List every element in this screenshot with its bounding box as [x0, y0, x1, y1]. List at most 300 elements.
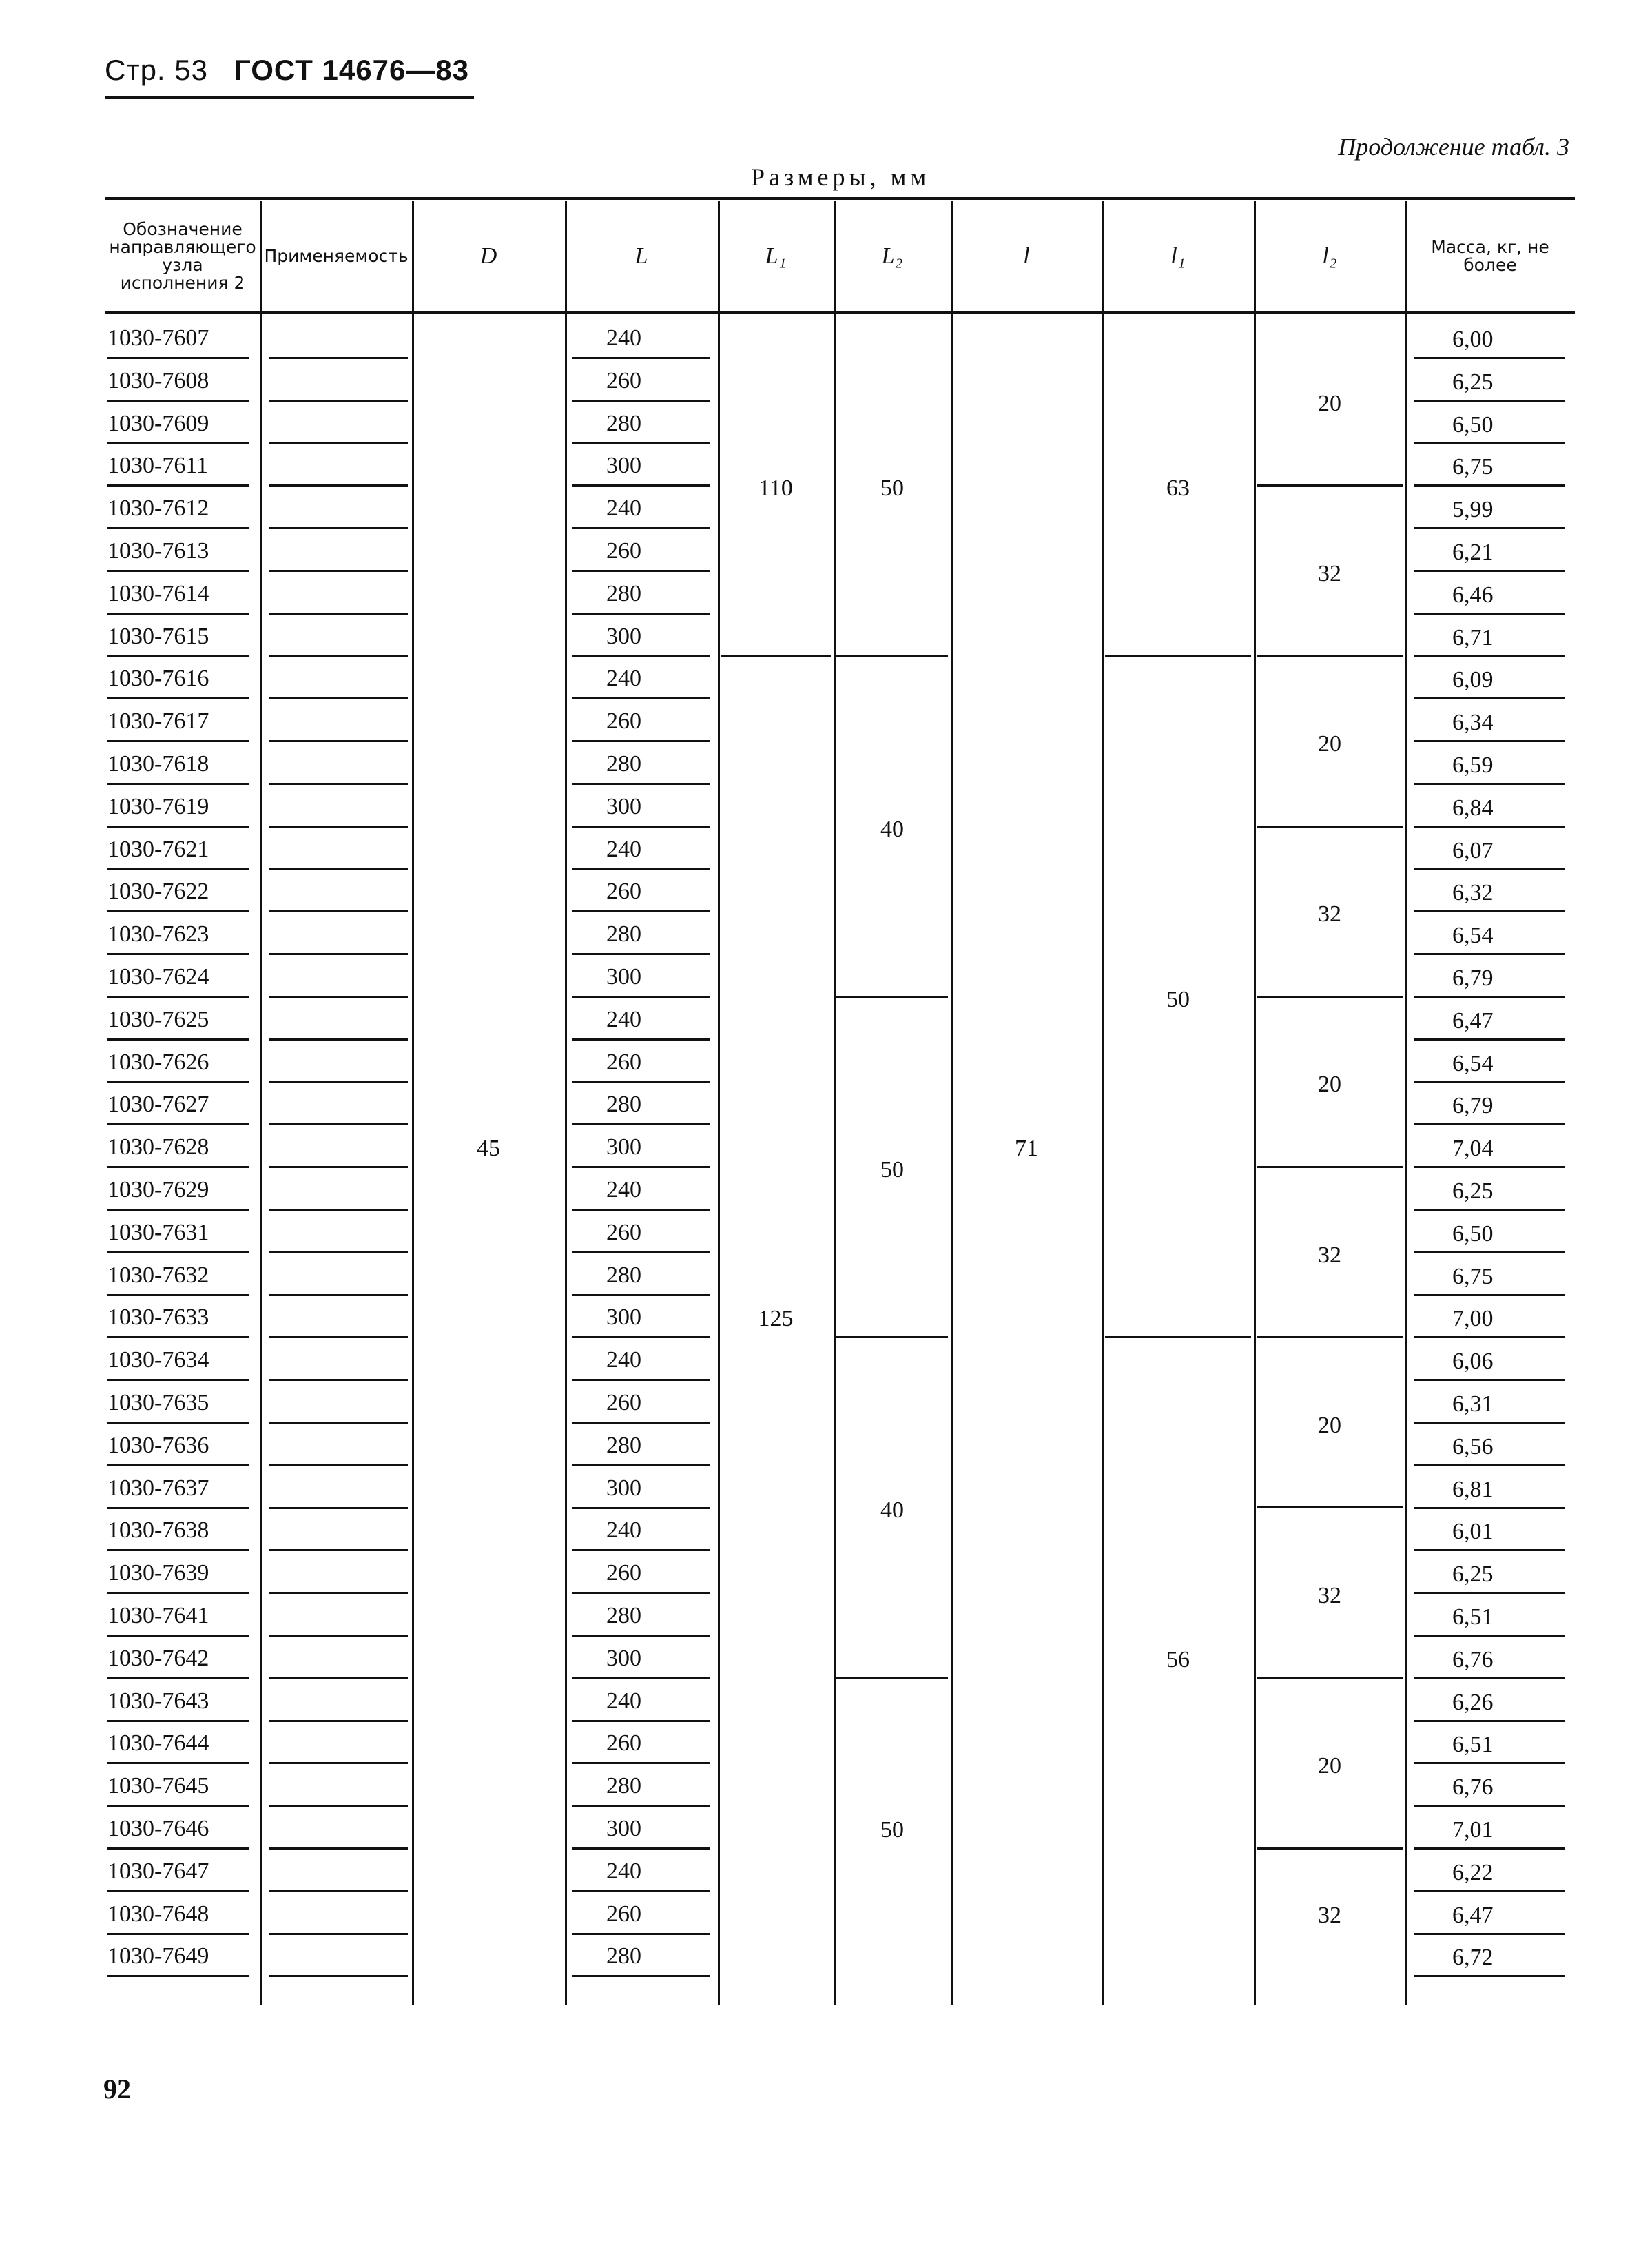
- length-cell: 280: [606, 1603, 641, 1628]
- designation-cell: 1030-7638: [107, 1517, 209, 1544]
- row-underline: [1414, 868, 1565, 870]
- standard-code: ГОСТ 14676—83: [234, 54, 470, 86]
- length-cell: 260: [606, 1049, 641, 1075]
- designation-cell: 1030-7637: [107, 1475, 209, 1501]
- row-underline: [269, 1549, 408, 1551]
- mass-cell: 6,25: [1452, 369, 1494, 395]
- row-underline: [572, 1720, 710, 1722]
- table-top-rule: [105, 197, 1575, 200]
- length-cell: 260: [606, 879, 641, 905]
- mass-cell: 6,21: [1452, 540, 1494, 565]
- row-underline: [572, 1123, 710, 1125]
- row-underline: [1414, 1379, 1565, 1381]
- row-underline: [107, 1123, 249, 1125]
- header-L2: L₂: [881, 243, 903, 269]
- mass-cell: 6,84: [1452, 795, 1494, 821]
- designation-cell: 1030-7648: [107, 1901, 209, 1927]
- row-underline: [1414, 1635, 1565, 1637]
- row-underline: [107, 1933, 249, 1935]
- row-underline: [107, 910, 249, 912]
- continuation-note: Продолжение табл. 3: [1338, 133, 1569, 161]
- header-l: l: [1023, 243, 1030, 269]
- row-underline: [572, 1464, 710, 1466]
- row-underline: [1414, 1975, 1565, 1977]
- L2-value: 40: [880, 1497, 904, 1524]
- length-cell: 260: [606, 1560, 641, 1586]
- row-underline: [572, 1379, 710, 1381]
- row-underline: [572, 1635, 710, 1637]
- mass-cell: 6,47: [1452, 1902, 1494, 1928]
- page-number: 92: [103, 2073, 131, 2104]
- row-underline: [269, 868, 408, 870]
- row-underline: [1414, 1592, 1565, 1594]
- mass-cell: 7,01: [1452, 1817, 1494, 1843]
- length-cell: 260: [606, 367, 641, 393]
- mass-cell: 7,04: [1452, 1136, 1494, 1162]
- mass-cell: 6,79: [1452, 1093, 1494, 1119]
- row-underline: [269, 1592, 408, 1594]
- row-underline: [107, 655, 249, 657]
- group-separator: [1257, 996, 1403, 998]
- row-underline: [107, 1038, 249, 1041]
- row-underline: [107, 1422, 249, 1424]
- row-underline: [572, 570, 710, 572]
- length-cell: 280: [606, 751, 641, 777]
- row-underline: [269, 1507, 408, 1509]
- l1-value: 56: [1166, 1646, 1190, 1672]
- row-underline: [572, 1038, 710, 1041]
- designation-cell: 1030-7643: [107, 1688, 209, 1714]
- row-underline: [1414, 570, 1565, 572]
- row-underline: [107, 1336, 249, 1338]
- group-separator: [721, 655, 831, 657]
- row-underline: [572, 1933, 710, 1935]
- D-value: 45: [477, 1136, 500, 1162]
- row-underline: [572, 740, 710, 742]
- length-cell: 280: [606, 580, 641, 606]
- column-divider: [565, 201, 567, 2005]
- row-underline: [1414, 1507, 1565, 1509]
- row-underline: [269, 1933, 408, 1935]
- row-underline: [1414, 953, 1565, 955]
- row-underline: [1414, 1422, 1565, 1424]
- length-cell: 260: [606, 708, 641, 735]
- row-underline: [107, 868, 249, 870]
- L2-value: 40: [880, 816, 904, 842]
- mass-cell: 7,00: [1452, 1306, 1494, 1332]
- row-underline: [1414, 357, 1565, 359]
- length-cell: 240: [606, 1177, 641, 1202]
- mass-cell: 6,59: [1452, 752, 1494, 778]
- row-underline: [572, 1166, 710, 1168]
- row-underline: [572, 1294, 710, 1296]
- mass-cell: 6,71: [1452, 624, 1494, 651]
- header-L1: L₁: [765, 243, 787, 269]
- designation-cell: 1030-7607: [107, 325, 209, 351]
- mass-cell: 6,25: [1452, 1178, 1494, 1204]
- row-underline: [107, 613, 249, 615]
- row-underline: [269, 1847, 408, 1850]
- designation-cell: 1030-7642: [107, 1645, 209, 1671]
- row-underline: [1414, 1720, 1565, 1722]
- group-separator: [1257, 1506, 1403, 1508]
- row-underline: [107, 953, 249, 955]
- row-underline: [1414, 1762, 1565, 1764]
- designation-cell: 1030-7622: [107, 879, 209, 905]
- row-underline: [269, 1805, 408, 1807]
- length-cell: 240: [606, 666, 641, 692]
- row-underline: [269, 613, 408, 615]
- row-underline: [269, 1294, 408, 1296]
- mass-cell: 6,34: [1452, 710, 1494, 736]
- L1-value: 125: [758, 1306, 794, 1332]
- column-divider: [260, 201, 262, 2005]
- designation-cell: 1030-7612: [107, 495, 209, 522]
- length-cell: 300: [606, 1304, 641, 1331]
- row-underline: [269, 1379, 408, 1381]
- designation-cell: 1030-7609: [107, 410, 209, 436]
- row-underline: [107, 1635, 249, 1637]
- row-underline: [107, 1847, 249, 1850]
- row-underline: [107, 1294, 249, 1296]
- mass-cell: 6,31: [1452, 1391, 1494, 1417]
- designation-cell: 1030-7619: [107, 793, 209, 819]
- row-underline: [107, 442, 249, 444]
- header-L: L: [634, 243, 648, 269]
- row-underline: [269, 1635, 408, 1637]
- dimensions-caption: Размеры, мм: [751, 163, 931, 191]
- L2-value: 50: [880, 1816, 904, 1843]
- row-underline: [1414, 527, 1565, 529]
- length-cell: 240: [606, 1517, 641, 1544]
- mass-cell: 6,51: [1452, 1604, 1494, 1630]
- row-underline: [1414, 655, 1565, 657]
- row-underline: [107, 1805, 249, 1807]
- group-separator: [836, 1336, 948, 1338]
- row-underline: [269, 655, 408, 657]
- length-cell: 240: [606, 1347, 641, 1373]
- row-underline: [1414, 1549, 1565, 1551]
- row-underline: [107, 357, 249, 359]
- length-cell: 260: [606, 1901, 641, 1927]
- row-underline: [107, 826, 249, 828]
- l-value: 71: [1015, 1136, 1038, 1162]
- row-underline: [269, 826, 408, 828]
- row-underline: [107, 1549, 249, 1551]
- row-underline: [107, 783, 249, 785]
- designation-cell: 1030-7649: [107, 1943, 209, 1969]
- mass-cell: 6,07: [1452, 837, 1494, 863]
- row-underline: [572, 996, 710, 998]
- row-underline: [1414, 1166, 1565, 1168]
- designation-cell: 1030-7621: [107, 836, 209, 862]
- length-cell: 300: [606, 1816, 641, 1841]
- mass-cell: 6,00: [1452, 327, 1494, 352]
- row-underline: [572, 1805, 710, 1807]
- column-divider: [412, 201, 414, 2005]
- length-cell: 240: [606, 1688, 641, 1714]
- row-underline: [269, 1336, 408, 1338]
- row-underline: [572, 1507, 710, 1509]
- designation-cell: 1030-7641: [107, 1603, 209, 1628]
- designation-cell: 1030-7632: [107, 1262, 209, 1288]
- row-underline: [269, 1720, 408, 1722]
- l2-value: 20: [1318, 1072, 1341, 1098]
- mass-cell: 6,75: [1452, 454, 1494, 480]
- row-underline: [269, 1762, 408, 1764]
- row-underline: [269, 357, 408, 359]
- mass-cell: 6,26: [1452, 1689, 1494, 1715]
- row-underline: [1414, 1123, 1565, 1125]
- row-underline: [1414, 996, 1565, 998]
- l2-value: 32: [1318, 901, 1341, 928]
- l1-value: 50: [1166, 986, 1190, 1012]
- row-underline: [572, 783, 710, 785]
- L2-value: 50: [880, 1157, 904, 1182]
- group-separator: [1105, 655, 1251, 657]
- L1-value: 110: [758, 475, 793, 502]
- row-underline: [572, 1975, 710, 1977]
- mass-cell: 6,79: [1452, 965, 1494, 991]
- designation-cell: 1030-7634: [107, 1347, 209, 1373]
- row-underline: [1414, 1081, 1565, 1083]
- row-underline: [107, 400, 249, 402]
- row-underline: [269, 953, 408, 955]
- row-underline: [107, 1081, 249, 1083]
- row-underline: [107, 527, 249, 529]
- designation-cell: 1030-7623: [107, 921, 209, 948]
- row-underline: [1414, 400, 1565, 402]
- group-separator: [836, 996, 948, 998]
- row-underline: [572, 442, 710, 444]
- row-underline: [269, 442, 408, 444]
- row-underline: [269, 1422, 408, 1424]
- row-underline: [572, 613, 710, 615]
- designation-cell: 1030-7608: [107, 367, 209, 393]
- mass-cell: 6,81: [1452, 1476, 1494, 1502]
- mass-cell: 6,76: [1452, 1646, 1494, 1672]
- L2-value: 50: [880, 475, 904, 502]
- row-underline: [107, 1166, 249, 1168]
- row-underline: [1414, 484, 1565, 487]
- column-divider: [1405, 201, 1407, 2005]
- row-underline: [572, 826, 710, 828]
- row-underline: [269, 1038, 408, 1041]
- designation-cell: 1030-7616: [107, 666, 209, 692]
- row-underline: [269, 910, 408, 912]
- designation-cell: 1030-7645: [107, 1773, 209, 1799]
- row-underline: [572, 910, 710, 912]
- length-cell: 280: [606, 1943, 641, 1969]
- column-divider: [718, 201, 720, 2005]
- row-underline: [1414, 1209, 1565, 1211]
- row-underline: [1414, 1847, 1565, 1850]
- row-underline: [1414, 1294, 1565, 1296]
- row-underline: [572, 1762, 710, 1764]
- row-underline: [1414, 910, 1565, 912]
- mass-cell: 6,75: [1452, 1263, 1494, 1289]
- designation-cell: 1030-7631: [107, 1219, 209, 1245]
- mass-cell: 6,09: [1452, 667, 1494, 693]
- designation-cell: 1030-7625: [107, 1006, 209, 1032]
- row-underline: [572, 1336, 710, 1338]
- row-underline: [107, 1890, 249, 1892]
- mass-cell: 6,76: [1452, 1774, 1494, 1801]
- row-underline: [1414, 1933, 1565, 1935]
- length-cell: 260: [606, 1219, 641, 1245]
- designation-cell: 1030-7647: [107, 1858, 209, 1884]
- designation-cell: 1030-7626: [107, 1049, 209, 1075]
- row-underline: [572, 1251, 710, 1253]
- header-l1: l₁: [1170, 243, 1186, 269]
- row-underline: [269, 1890, 408, 1892]
- column-divider: [1254, 201, 1256, 2005]
- row-underline: [269, 996, 408, 998]
- mass-cell: 6,22: [1452, 1859, 1494, 1885]
- row-underline: [269, 1123, 408, 1125]
- row-underline: [572, 1549, 710, 1551]
- group-separator: [1105, 1336, 1251, 1338]
- row-underline: [1414, 613, 1565, 615]
- designation-cell: 1030-7633: [107, 1304, 209, 1331]
- row-underline: [572, 357, 710, 359]
- row-underline: [1414, 1251, 1565, 1253]
- designation-cell: 1030-7618: [107, 751, 209, 777]
- header-l2: l₂: [1322, 243, 1337, 269]
- row-underline: [107, 484, 249, 487]
- row-underline: [107, 1507, 249, 1509]
- column-divider: [1102, 201, 1104, 2005]
- length-cell: 240: [606, 1858, 641, 1884]
- row-underline: [1414, 1805, 1565, 1807]
- group-separator: [1257, 1166, 1403, 1168]
- row-underline: [107, 1464, 249, 1466]
- header-underline: [105, 96, 474, 99]
- mass-cell: 6,01: [1452, 1519, 1494, 1545]
- row-underline: [572, 655, 710, 657]
- column-divider: [951, 201, 953, 2005]
- header-D: D: [479, 243, 497, 269]
- row-underline: [107, 1251, 249, 1253]
- row-underline: [269, 740, 408, 742]
- row-underline: [107, 1209, 249, 1211]
- group-separator: [1257, 655, 1403, 657]
- designation-cell: 1030-7615: [107, 623, 209, 649]
- group-separator: [1257, 484, 1403, 487]
- row-underline: [1414, 697, 1565, 699]
- column-divider: [834, 201, 836, 2005]
- group-separator: [1257, 1336, 1403, 1338]
- l1-value: 63: [1166, 475, 1190, 502]
- designation-cell: 1030-7614: [107, 580, 209, 606]
- l2-value: 20: [1318, 390, 1341, 416]
- designation-cell: 1030-7629: [107, 1177, 209, 1202]
- row-underline: [572, 1890, 710, 1892]
- row-underline: [1414, 1890, 1565, 1892]
- mass-cell: 6,32: [1452, 880, 1494, 906]
- row-underline: [572, 1847, 710, 1850]
- row-underline: [572, 1209, 710, 1211]
- row-underline: [572, 1422, 710, 1424]
- designation-cell: 1030-7635: [107, 1390, 209, 1415]
- length-cell: 240: [606, 495, 641, 522]
- row-underline: [269, 570, 408, 572]
- row-underline: [269, 527, 408, 529]
- row-underline: [107, 1720, 249, 1722]
- group-separator: [1257, 826, 1403, 828]
- page-label: Стр. 53: [105, 54, 208, 86]
- mass-cell: 6,54: [1452, 1050, 1494, 1076]
- row-underline: [107, 697, 249, 699]
- row-underline: [1414, 1464, 1565, 1466]
- mass-cell: 6,51: [1452, 1732, 1494, 1758]
- l2-value: 32: [1318, 1583, 1341, 1608]
- designation-cell: 1030-7639: [107, 1560, 209, 1586]
- mass-cell: 6,54: [1452, 923, 1494, 949]
- l2-value: 32: [1318, 1902, 1341, 1928]
- row-underline: [572, 1081, 710, 1083]
- length-cell: 280: [606, 410, 641, 436]
- mass-cell: 6,50: [1452, 1220, 1494, 1247]
- l2-value: 20: [1318, 1412, 1341, 1438]
- row-underline: [107, 1677, 249, 1679]
- row-underline: [269, 484, 408, 487]
- header-mass: Масса, кг, не более: [1431, 237, 1549, 275]
- length-cell: 280: [606, 1432, 641, 1458]
- group-separator: [1257, 1847, 1403, 1850]
- length-cell: 300: [606, 964, 641, 990]
- row-underline: [1414, 1336, 1565, 1338]
- mass-cell: 6,06: [1452, 1349, 1494, 1375]
- length-cell: 260: [606, 538, 641, 564]
- length-cell: 240: [606, 836, 641, 862]
- row-underline: [107, 1975, 249, 1977]
- mass-cell: 6,46: [1452, 582, 1494, 608]
- group-separator: [1257, 1677, 1403, 1679]
- mass-cell: 6,47: [1452, 1007, 1494, 1034]
- row-underline: [269, 1081, 408, 1083]
- row-underline: [572, 868, 710, 870]
- group-separator: [836, 1677, 948, 1679]
- table-header-rule: [105, 311, 1575, 314]
- designation-cell: 1030-7613: [107, 538, 209, 564]
- row-underline: [572, 1677, 710, 1679]
- length-cell: 300: [606, 1475, 641, 1501]
- length-cell: 280: [606, 1092, 641, 1118]
- length-cell: 240: [606, 325, 641, 351]
- row-underline: [269, 1975, 408, 1977]
- group-separator: [836, 655, 948, 657]
- length-cell: 300: [606, 1645, 641, 1671]
- row-underline: [1414, 826, 1565, 828]
- designation-cell: 1030-7617: [107, 708, 209, 735]
- row-underline: [269, 1464, 408, 1466]
- row-underline: [572, 400, 710, 402]
- row-underline: [572, 697, 710, 699]
- mass-cell: 6,72: [1452, 1945, 1494, 1971]
- row-underline: [572, 484, 710, 487]
- designation-cell: 1030-7624: [107, 964, 209, 990]
- row-underline: [1414, 1038, 1565, 1041]
- page-header: [105, 54, 469, 87]
- row-underline: [269, 1251, 408, 1253]
- length-cell: 260: [606, 1390, 641, 1415]
- row-underline: [269, 1209, 408, 1211]
- designation-cell: 1030-7644: [107, 1730, 209, 1756]
- row-underline: [1414, 442, 1565, 444]
- length-cell: 280: [606, 921, 641, 948]
- designation-cell: 1030-7636: [107, 1432, 209, 1458]
